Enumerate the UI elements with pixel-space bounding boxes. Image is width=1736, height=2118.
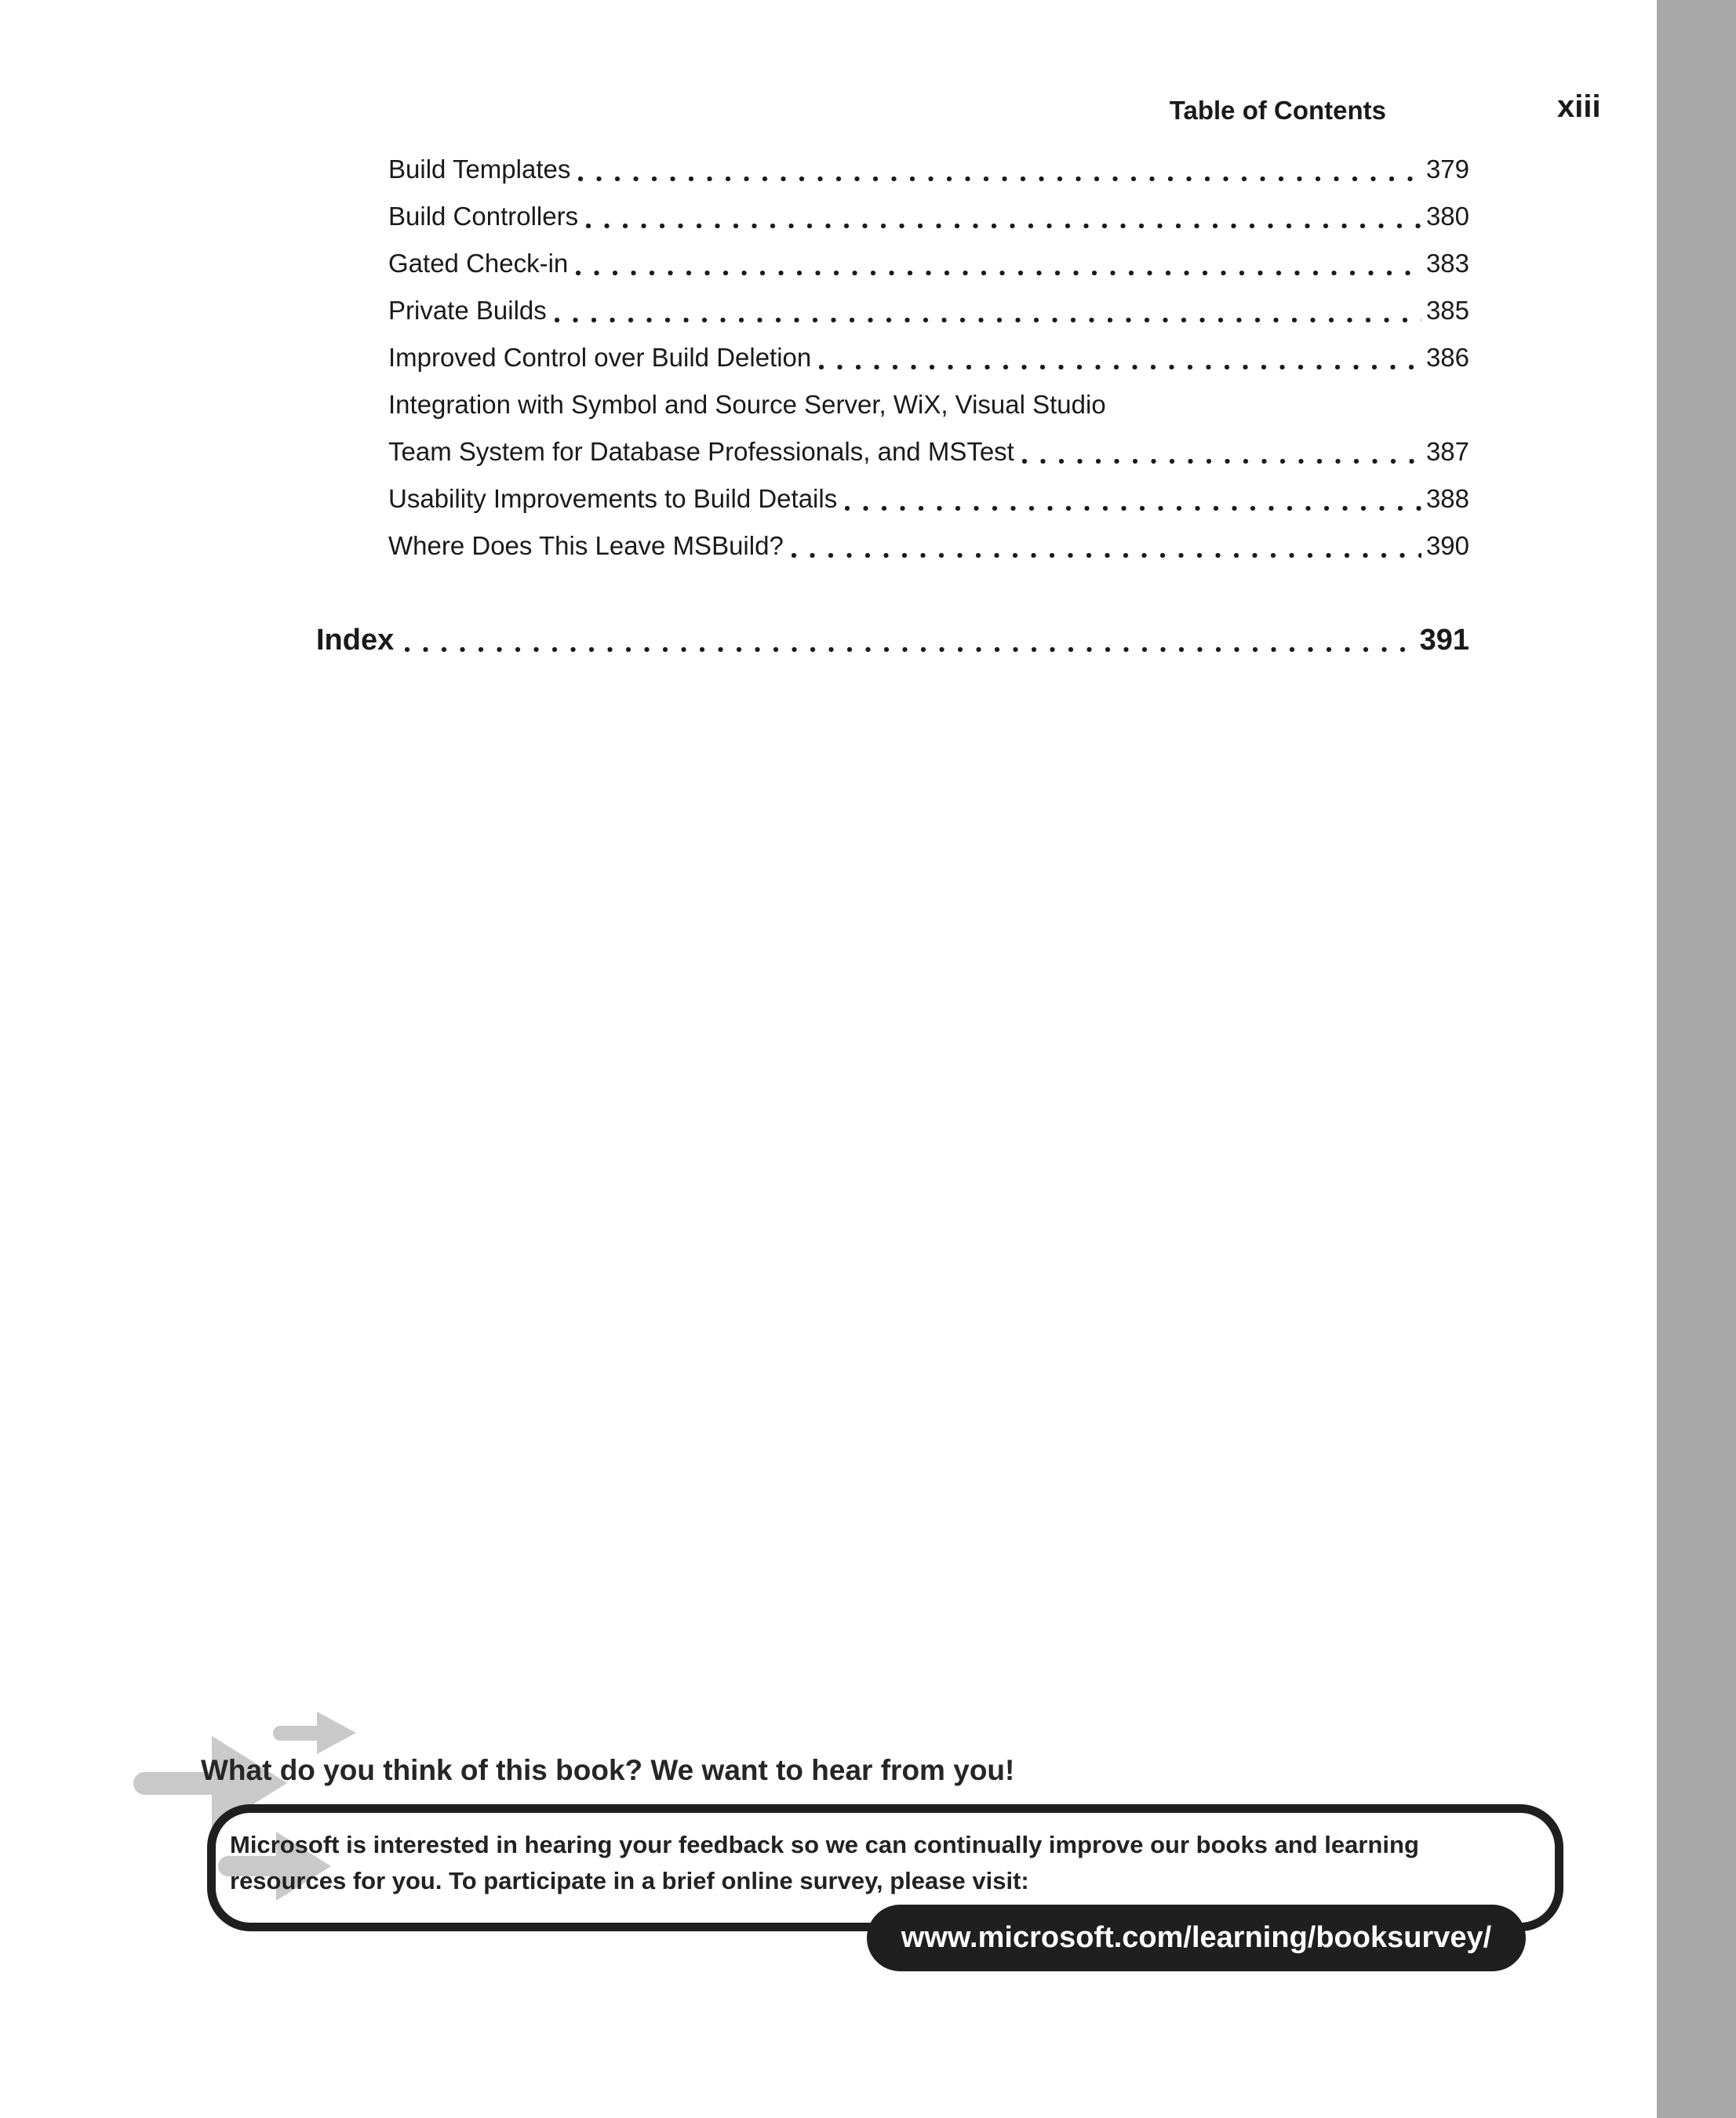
toc-entry-page-number: 390 [1425,531,1469,560]
toc-entry [388,522,1469,570]
dot-leader [555,287,1421,334]
toc-entry-label: Improved Control over Build Deletion [388,343,812,372]
page-edge-gray-bar [1657,0,1736,2118]
toc-entry-label: Build Controllers [388,202,579,231]
running-head-title: Table of Contents [1169,96,1386,125]
toc-entry-page-number: 387 [1425,437,1469,466]
page-number-folio: xiii [1557,89,1601,124]
toc-entry-page-number: 385 [1425,296,1469,325]
feedback-body-line: Microsoft is interested in hearing your feedback so we can continually improve our books and learning [230,1831,1419,1858]
toc-entry-page-number: 379 [1425,155,1469,184]
survey-url-pill [867,1905,1526,1971]
dot-leader [845,475,1421,522]
toc-entry-label: Build Templates [388,155,571,184]
toc-entry-label: Where Does This Leave MSBuild? [388,531,784,560]
dot-leader [792,522,1421,570]
feedback-heading: What do you think of this book? We want to hear from you! [201,1754,1015,1786]
toc-entry [388,334,1469,381]
toc-entry-label: Integration with Symbol and Source Server, WiX, Visual Studio [388,390,1106,419]
toc-index-row [316,617,1469,664]
arrow-head [317,1712,356,1754]
feedback-body-text [230,1827,1419,1899]
toc-entry-label: Usability Improvements to Build Details [388,484,838,513]
dot-leader [1022,428,1421,475]
toc-entry-label: Team System for Database Professionals, and MSTest [388,437,1014,466]
toc-entry-page-number: 383 [1425,249,1469,278]
toc-entry [388,381,1469,428]
toc-entry-page-number: 380 [1425,202,1469,231]
toc-entry [388,428,1469,475]
toc-entry [388,475,1469,522]
dot-leader [819,334,1421,381]
toc-index-page-number: 391 [1419,624,1469,657]
toc-entry [388,146,1469,193]
toc-entry-label: Gated Check-in [388,249,569,278]
toc-entry-page-number: 386 [1425,343,1469,372]
toc-entry [388,240,1469,287]
toc-entry [388,193,1469,240]
survey-url-text: www.microsoft.com/learning/booksurvey/ [901,1921,1492,1954]
toc-entry-page-number: 388 [1425,484,1469,513]
toc-entry [388,287,1469,334]
dot-leader [576,240,1421,287]
dot-leader [405,617,1414,664]
toc-index-label: Index [316,624,395,657]
feedback-body-line: resources for you. To participate in a brief online survey, please visit: [230,1867,1029,1894]
toc-entry-list [388,146,1469,570]
dot-leader [578,146,1421,193]
dot-leader [586,193,1421,240]
toc-entry-label: Private Builds [388,296,547,325]
